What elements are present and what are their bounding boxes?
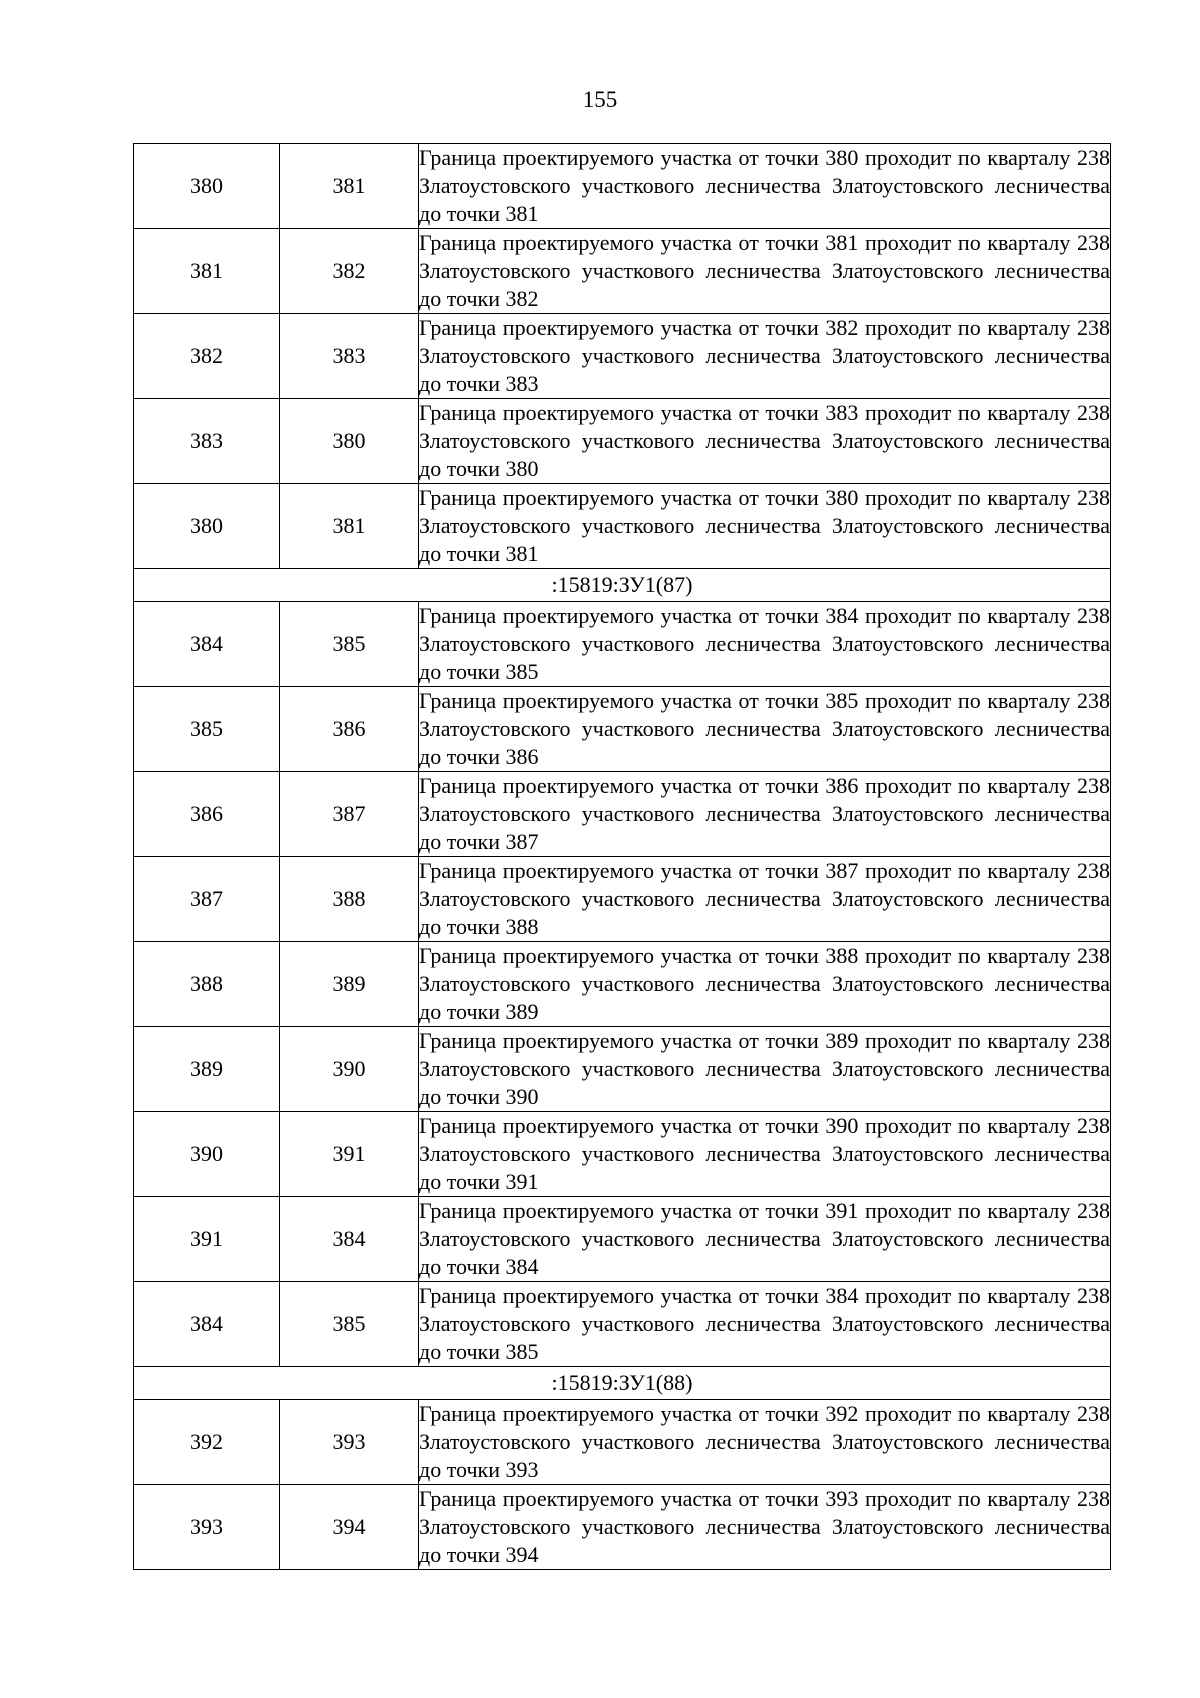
to-point-cell: 383 [280,314,419,399]
to-point-cell: 391 [280,1112,419,1197]
to-point-cell: 385 [280,1282,419,1367]
boundary-description-cell: Граница проектируемого участка от точки 383 проходит по кварталу 238 Златоустовского участкового лесничества Златоустовского лесничества до точки 380 [419,399,1111,484]
from-point-cell: 383 [134,399,280,484]
table-row [134,1400,1111,1485]
to-point-cell: 385 [280,602,419,687]
to-point-cell: 382 [280,229,419,314]
boundary-description-cell: Граница проектируемого участка от точки 388 проходит по кварталу 238 Златоустовского участкового лесничества Златоустовского лесничества до точки 389 [419,942,1111,1027]
from-point-cell: 389 [134,1027,280,1112]
table-row [134,229,1111,314]
section-header-row [134,569,1111,602]
from-point-cell: 387 [134,857,280,942]
boundary-description-cell: Граница проектируемого участка от точки 386 проходит по кварталу 238 Златоустовского участкового лесничества Златоустовского лесничества до точки 387 [419,772,1111,857]
table-row [134,687,1111,772]
table-row [134,1485,1111,1570]
table-body [134,144,1111,1570]
from-point-cell: 382 [134,314,280,399]
from-point-cell: 385 [134,687,280,772]
from-point-cell: 390 [134,1112,280,1197]
table-row [134,1112,1111,1197]
from-point-cell: 391 [134,1197,280,1282]
table-row [134,1282,1111,1367]
section-label: :15819:ЗУ1(88) [134,1367,1111,1400]
to-point-cell: 380 [280,399,419,484]
boundary-description-table [133,143,1111,1570]
table-row [134,399,1111,484]
to-point-cell: 387 [280,772,419,857]
to-point-cell: 384 [280,1197,419,1282]
from-point-cell: 380 [134,144,280,229]
boundary-description-cell: Граница проектируемого участка от точки 391 проходит по кварталу 238 Златоустовского участкового лесничества Златоустовского лесничества до точки 384 [419,1197,1111,1282]
section-header-row [134,1367,1111,1400]
table-row [134,314,1111,399]
page-number: 155 [582,87,618,112]
from-point-cell: 384 [134,1282,280,1367]
boundary-description-cell: Граница проектируемого участка от точки 392 проходит по кварталу 238 Златоустовского участкового лесничества Златоустовского лесничества до точки 393 [419,1400,1111,1485]
to-point-cell: 394 [280,1485,419,1570]
from-point-cell: 393 [134,1485,280,1570]
from-point-cell: 380 [134,484,280,569]
table-row [134,857,1111,942]
table-row [134,144,1111,229]
from-point-cell: 388 [134,942,280,1027]
from-point-cell: 392 [134,1400,280,1485]
boundary-description-cell: Граница проектируемого участка от точки 393 проходит по кварталу 238 Златоустовского участкового лесничества Златоустовского лесничества до точки 394 [419,1485,1111,1570]
to-point-cell: 390 [280,1027,419,1112]
to-point-cell: 381 [280,484,419,569]
table-row [134,942,1111,1027]
boundary-description-cell: Граница проектируемого участка от точки 384 проходит по кварталу 238 Златоустовского участкового лесничества Златоустовского лесничества до точки 385 [419,1282,1111,1367]
table-row [134,602,1111,687]
boundary-description-cell: Граница проектируемого участка от точки 380 проходит по кварталу 238 Златоустовского участкового лесничества Златоустовского лесничества до точки 381 [419,484,1111,569]
boundary-description-cell: Граница проектируемого участка от точки 382 проходит по кварталу 238 Златоустовского участкового лесничества Златоустовского лесничества до точки 383 [419,314,1111,399]
table-row [134,1027,1111,1112]
boundary-description-cell: Граница проектируемого участка от точки 380 проходит по кварталу 238 Златоустовского участкового лесничества Златоустовского лесничества до точки 381 [419,144,1111,229]
from-point-cell: 384 [134,602,280,687]
table-row [134,484,1111,569]
section-label: :15819:ЗУ1(87) [134,569,1111,602]
to-point-cell: 386 [280,687,419,772]
to-point-cell: 388 [280,857,419,942]
to-point-cell: 393 [280,1400,419,1485]
table-row [134,772,1111,857]
from-point-cell: 381 [134,229,280,314]
boundary-description-cell: Граница проектируемого участка от точки 390 проходит по кварталу 238 Златоустовского участкового лесничества Златоустовского лесничества до точки 391 [419,1112,1111,1197]
boundary-description-cell: Граница проектируемого участка от точки 385 проходит по кварталу 238 Златоустовского участкового лесничества Златоустовского лесничества до точки 386 [419,687,1111,772]
boundary-description-cell: Граница проектируемого участка от точки 387 проходит по кварталу 238 Златоустовского участкового лесничества Златоустовского лесничества до точки 388 [419,857,1111,942]
to-point-cell: 381 [280,144,419,229]
boundary-description-cell: Граница проектируемого участка от точки 389 проходит по кварталу 238 Златоустовского участкового лесничества Златоустовского лесничества до точки 390 [419,1027,1111,1112]
to-point-cell: 389 [280,942,419,1027]
from-point-cell: 386 [134,772,280,857]
boundary-description-cell: Граница проектируемого участка от точки 384 проходит по кварталу 238 Златоустовского участкового лесничества Златоустовского лесничества до точки 385 [419,602,1111,687]
table-row [134,1197,1111,1282]
boundary-description-cell: Граница проектируемого участка от точки 381 проходит по кварталу 238 Златоустовского участкового лесничества Златоустовского лесничества до точки 382 [419,229,1111,314]
